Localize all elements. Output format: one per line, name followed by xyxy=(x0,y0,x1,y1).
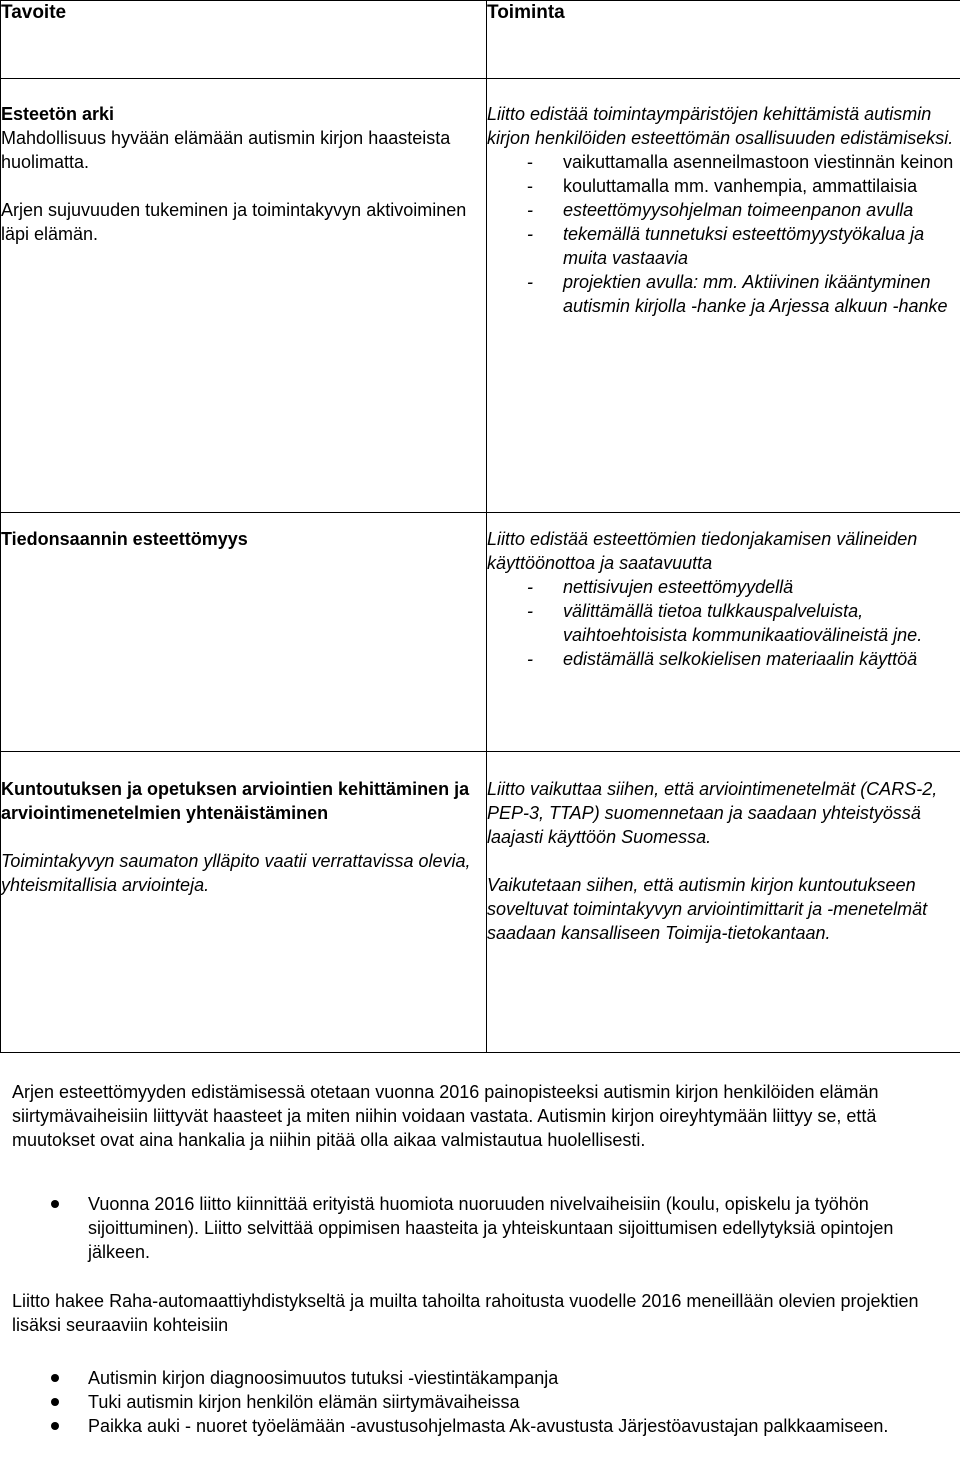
list-item: - nettisivujen esteettömyydellä xyxy=(527,575,960,599)
row2-action-list xyxy=(487,575,960,671)
list-item: - tekemällä tunnetuksi esteettömyystyökalua ja muita vastaavia xyxy=(527,222,960,270)
row1-action-intro: Liitto edistää toimintaympäristöjen kehittämistä autismin kirjon henkilöiden esteettömän osallisuuden edistämiseksi. xyxy=(487,104,954,148)
row1-action-cell xyxy=(487,79,960,513)
row2-goal-cell xyxy=(1,513,487,752)
body-paragraph-1 xyxy=(12,1080,942,1152)
row3-action-p2: Vaikutetaan siihen, että autismin kirjon kuntoutukseen soveltuvat toimintakyvyn arviointimittarit ja -menetelmät saadaan kansalliseen Toimija-tietokantaan. xyxy=(487,875,928,943)
list-item: - edistämällä selkokielisen materiaalin käyttöä xyxy=(527,647,960,671)
row1-goal-text-1: Mahdollisuus hyvään elämään autismin kirjon haasteista huolimatta. xyxy=(1,128,451,172)
paragraph-text: Arjen esteettömyyden edistämisessä otetaan vuonna 2016 painopisteeksi autismin kirjon henkilöiden elämän siirtymävaiheisiin liittyvät haasteet ja miten niihin voidaan vastata. Autismin kirjon oireyhtymään liittyy se, että muutokset ovat aina hankalia ja niihin pitää olla aikaa valmistautua huolellisesti. xyxy=(12,1082,879,1150)
list-item: Autismin kirjon diagnoosimuutos tutuksi -viestintäkampanja xyxy=(12,1366,942,1390)
list-item: - vaikuttamalla asenneilmastoon viestinnän keinon xyxy=(527,150,960,174)
list-item: - kouluttamalla mm. vanhempia, ammattilaisia xyxy=(527,174,960,198)
header-action: Toiminta xyxy=(487,1,960,79)
row1-goal-title: Esteetön arki xyxy=(1,104,115,124)
row3-action-cell xyxy=(487,752,960,1053)
row1-action-list xyxy=(487,150,960,318)
list-item: Tuki autismin kirjon henkilön elämän siirtymävaiheissa xyxy=(12,1390,942,1414)
list-item: - esteettömyysohjelman toimeenpanon avulla xyxy=(527,198,960,222)
list-item: - välittämällä tietoa tulkkauspalveluista, vaihtoehtoisista kommunikaatiovälineistä jne. xyxy=(527,599,960,647)
list-item: Paikka auki - nuoret työelämään -avustusohjelmasta Ak-avustusta Järjestöavustajan palkkaamiseen. xyxy=(12,1414,942,1438)
row3-goal-text: Toimintakyvyn saumaton ylläpito vaatii verrattavissa olevia, yhteismitallisia arviointeja. xyxy=(1,851,471,895)
row1-goal-text-2: Arjen sujuvuuden tukeminen ja toimintakyvyn aktivoiminen läpi elämän. xyxy=(1,200,467,244)
row2-action-intro: Liitto edistää esteettömien tiedonjakamisen välineiden käyttöönottoa ja saatavuutta xyxy=(487,529,918,573)
row2-goal-title: Tiedonsaannin esteettömyys xyxy=(1,529,248,549)
row3-goal-cell xyxy=(1,752,487,1053)
row3-goal-title: Kuntoutuksen ja opetuksen arviointien kehittäminen ja arviointimenetelmien yhtenäistäminen xyxy=(1,779,470,823)
list-item: Vuonna 2016 liitto kiinnittää erityistä huomiota nuoruuden nivelvaiheisiin (koulu, opiskelu ja työhön sijoittuminen). Liitto selvittää oppimisen haasteita ja yhteiskuntaan sijoittumisen edellytyksiä opintojen jälkeen. xyxy=(12,1192,942,1264)
header-goal: Tavoite xyxy=(1,1,487,79)
paragraph-text: Liitto hakee Raha-automaattiyhdistykseltä ja muilta tahoilta rahoitusta vuodelle 2016 meneillään olevien projektien lisäksi seuraaviin kohteisiin xyxy=(12,1291,919,1335)
body-bullet-list-2 xyxy=(12,1366,942,1438)
body-paragraph-2 xyxy=(12,1289,942,1337)
row2-action-cell xyxy=(487,513,960,752)
list-item: - projektien avulla: mm. Aktiivinen ikääntyminen autismin kirjolla -hanke ja Arjessa alkuun -hanke xyxy=(527,270,960,318)
row1-goal-cell xyxy=(1,79,487,513)
body-bullet-list-1 xyxy=(12,1192,942,1264)
row3-action-p1: Liitto vaikuttaa siihen, että arviointimenetelmät (CARS-2, PEP-3, TTAP) suomennetaan ja saadaan yhteistyössä laajasti käyttöön Suomessa. xyxy=(487,779,938,847)
